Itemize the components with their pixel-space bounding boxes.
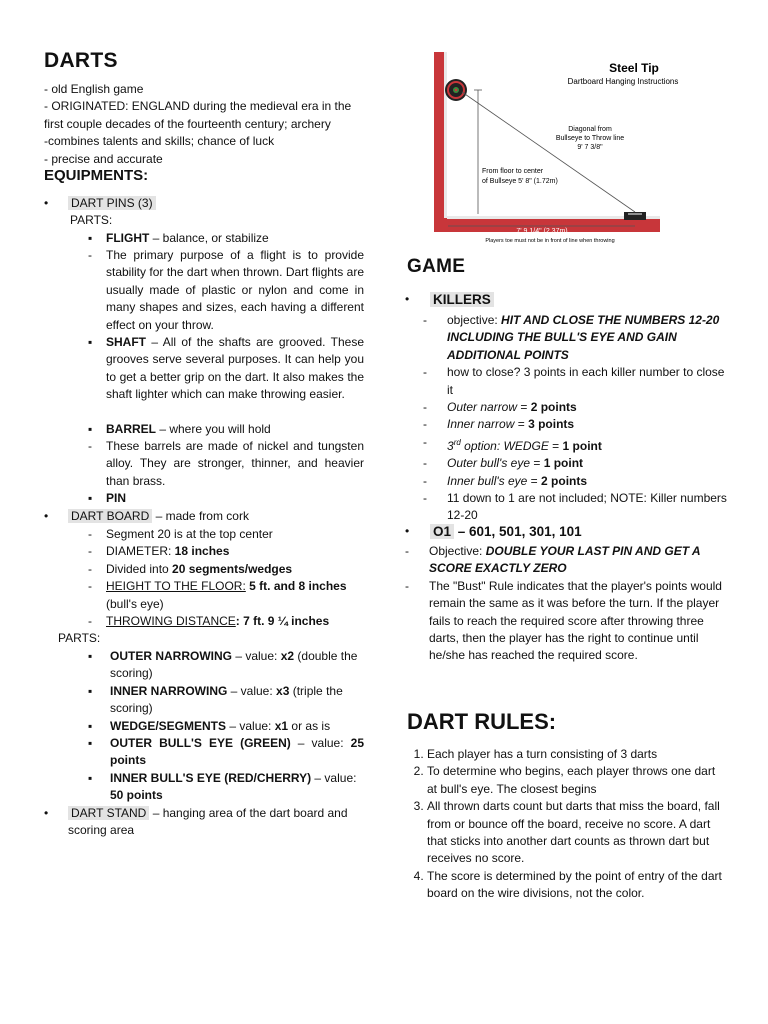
board-part-item bbox=[88, 683, 364, 718]
part-val: x1 bbox=[274, 718, 289, 733]
o1-label: O1 bbox=[430, 524, 454, 539]
floor-label-2: of Bullseye 5' 8" (1.72m) bbox=[482, 178, 558, 185]
divided-value: 20 segments/wedges bbox=[172, 561, 293, 576]
part-name: OUTER BULL'S EYE (GREEN) bbox=[110, 736, 291, 751]
killers-label: KILLERS bbox=[430, 292, 494, 307]
killers-row: - Inner bull's eye = 2 points bbox=[423, 473, 588, 488]
dart-stand-item bbox=[44, 805, 364, 840]
diameter-label: DIAMETER: bbox=[106, 544, 175, 559]
eleven-text: 11 down to 1 are not included; NOTE: Killer numbers 12-20 bbox=[447, 491, 727, 523]
part-rest: – value: bbox=[232, 649, 281, 663]
square-bullet-icon: ▪ bbox=[88, 718, 93, 733]
height-note: (bull's eye) bbox=[106, 596, 164, 611]
killers-item bbox=[405, 291, 727, 309]
divided-label: Divided into bbox=[106, 561, 173, 576]
board-detail-row: - Segment 20 is at the top center bbox=[88, 526, 364, 543]
o1-row: - The "Bust" Rule indicates that the player's points would remain the same as it was before the turn. If the player fails to reach the required score after throwing three darts, then the player has the right to continue until he/she has reached the required score. bbox=[405, 578, 722, 663]
outer-narrow-value: 2 points bbox=[530, 400, 577, 415]
board-parts-list bbox=[88, 648, 364, 805]
killers-row: - Outer narrow = 2 points bbox=[423, 400, 577, 415]
rule-item: 2. To determine who begins, each player throws one dart at bull's eye. The closest begins bbox=[427, 763, 727, 798]
square-bullet-icon: ▪ bbox=[88, 422, 93, 436]
part-val: x2 bbox=[280, 649, 295, 663]
dash-bullet: - bbox=[88, 248, 92, 262]
dart-stand-desc: – hanging area of the dart board and scoring area bbox=[68, 806, 348, 838]
o1-objective-value: DOUBLE YOUR LAST PIN AND GET A SCORE EXACTLY ZERO bbox=[429, 544, 701, 576]
part-tail: (double the scoring) bbox=[110, 649, 358, 681]
height-value: 5 ft. and 8 inches bbox=[245, 579, 347, 594]
board-details bbox=[88, 526, 364, 630]
bullet-icon: • bbox=[405, 524, 410, 538]
bullet-icon: • bbox=[44, 196, 49, 210]
diagram-note: Players toe must not be in front of line when throwing bbox=[485, 238, 615, 244]
third-sup: rd bbox=[453, 437, 461, 447]
dartboard-hanging-diagram bbox=[430, 46, 690, 246]
floor-label-1: From floor to center bbox=[482, 168, 544, 175]
rule-item: 4. The score is determined by the point of entry of the dart board on the wire divisions, not the color. bbox=[427, 868, 727, 903]
part-name: INNER NARROWING bbox=[110, 683, 228, 698]
barrel-item bbox=[88, 421, 364, 438]
part-rest: – value: bbox=[290, 736, 351, 751]
dart-pins-item bbox=[44, 195, 364, 212]
killers-row: - 11 down to 1 are not included; NOTE: Killer numbers 12-20 bbox=[423, 491, 727, 523]
square-bullet-icon: ▪ bbox=[88, 770, 93, 785]
inner-narrow-value: 3 points bbox=[528, 417, 575, 432]
killers-row: - objective: HIT AND CLOSE THE NUMBERS 12-20 INCLUDING THE BULL'S EYE AND GAIN ADDITIONAL POINTS bbox=[423, 313, 720, 362]
board-detail-row: - DIAMETER: 18 inches bbox=[88, 544, 230, 559]
parts-label-2: PARTS: bbox=[58, 631, 101, 645]
objective-label: objective: bbox=[447, 313, 502, 327]
square-bullet-icon: ▪ bbox=[88, 649, 93, 663]
third-value: 1 point bbox=[562, 438, 602, 453]
rules-list bbox=[405, 746, 727, 903]
flight-item bbox=[88, 230, 364, 247]
shaft-label: SHAFT bbox=[106, 335, 146, 349]
dart-pins-label: DART PINS (3) bbox=[68, 196, 156, 210]
board-part-item bbox=[88, 718, 364, 735]
throw-value: : 7 ft. 9 ¼ inches bbox=[235, 614, 330, 629]
o1-row: - Objective: DOUBLE YOUR LAST PIN AND GET A SCORE EXACTLY ZERO bbox=[405, 544, 701, 576]
barrel-paragraph: These barrels are made of nickel and tungsten alloy. They are stronger, thinner, and heavier than brass. bbox=[106, 439, 364, 488]
intro-line: - old English game bbox=[44, 82, 144, 96]
rule-item: 3. All thrown darts count but darts that miss the board, fall from or bounce off the board, receive no score. A dart that sticks into another dart counts as thrown dart but receives no score. bbox=[427, 798, 727, 868]
part-rest: – value: bbox=[227, 683, 277, 698]
intro-block bbox=[44, 81, 364, 168]
dart-board-label: DART BOARD bbox=[68, 509, 152, 523]
bust-paragraph: The "Bust" Rule indicates that the player's points would remain the same as it was before the turn. If the player fails to reach the required score after throwing three darts, then the player has the right to continue until he/she has reached the required score. bbox=[429, 578, 722, 663]
o1-values: – 601, 501, 301, 101 bbox=[454, 524, 582, 539]
throw-line-shape bbox=[624, 212, 646, 220]
diagonal-label-1: Diagonal from bbox=[568, 126, 612, 133]
wall-shape bbox=[434, 52, 444, 232]
outer-narrow-label: Outer narrow bbox=[447, 400, 518, 415]
flight-desc: – balance, or stabilize bbox=[149, 231, 269, 245]
part-val: 25 points bbox=[110, 736, 364, 768]
intro-text: - ORIGINATED: ENGLAND during the medieval era in the first couple decades of the fourteenth century; archery bbox=[44, 99, 352, 131]
page-title: DARTS bbox=[44, 49, 118, 72]
square-bullet-icon: ▪ bbox=[88, 736, 93, 751]
bullet-icon: • bbox=[44, 509, 49, 523]
flight-label: FLIGHT bbox=[106, 231, 150, 245]
o1-item bbox=[405, 523, 727, 541]
killers-list bbox=[423, 312, 727, 525]
board-part-item bbox=[88, 770, 364, 805]
square-bullet-icon: ▪ bbox=[88, 231, 93, 245]
square-bullet-icon: ▪ bbox=[88, 491, 93, 505]
diagonal-label-3: 9' 7 3/8" bbox=[577, 144, 603, 151]
part-val: 50 points bbox=[110, 788, 163, 803]
diagonal-label-2: Bullseye to Throw line bbox=[555, 135, 625, 142]
height-label: HEIGHT TO THE FLOOR: bbox=[106, 579, 246, 594]
part-name: WEDGE/SEGMENTS bbox=[110, 718, 227, 733]
throw-label: THROWING DISTANCE bbox=[106, 614, 236, 629]
part-rest: – value: bbox=[226, 718, 275, 733]
board-part-item bbox=[88, 735, 364, 770]
barrel-desc: – where you will hold bbox=[156, 422, 271, 436]
part-rest: – value: bbox=[311, 770, 357, 785]
board-detail-row bbox=[88, 596, 364, 613]
pin-item bbox=[88, 490, 364, 507]
part-val: x3 bbox=[276, 683, 290, 698]
part-tail: (triple the scoring) bbox=[110, 683, 343, 716]
killers-row: - Inner narrow = 3 points bbox=[423, 417, 575, 432]
inner-bull-label: Inner bull's eye bbox=[447, 473, 528, 488]
intro-line: - precise and accurate bbox=[44, 151, 163, 166]
square-bullet-icon: ▪ bbox=[88, 335, 93, 349]
part-name: INNER BULL'S EYE (RED/CHERRY) bbox=[110, 770, 312, 785]
part-tail: or as is bbox=[288, 718, 331, 733]
dart-stand-label: DART STAND bbox=[68, 806, 149, 820]
barrel-label: BARREL bbox=[106, 422, 156, 436]
dart-board-desc: – made from cork bbox=[152, 509, 249, 523]
how-close-text: how to close? 3 points in each killer number to close it bbox=[447, 365, 725, 397]
distance-label: 7' 9 1/4" (2.37m) bbox=[516, 228, 568, 235]
bullet-icon: • bbox=[405, 292, 410, 306]
killers-row: - Outer bull's eye = 1 point bbox=[423, 456, 584, 471]
shaft-desc: – All of the shafts are grooved. These grooves serve several purposes. It can help you to get a better grip on the dart. It also makes the shaft lighter which can make throwing easier. bbox=[106, 335, 364, 402]
flight-paragraph: The primary purpose of a flight is to provide stability for the dart when thrown. Dart flights are usually made of plastic or nylon and come in many shapes and sizes, each having a different effect on your throw. bbox=[106, 248, 364, 332]
killers-row: - how to close? 3 points in each killer number to close it bbox=[423, 365, 725, 397]
shaft-paragraph bbox=[106, 334, 364, 404]
dash-bullet: - bbox=[88, 439, 92, 453]
intro-line: -combines talents and skills; chance of luck bbox=[44, 134, 275, 149]
square-bullet-icon: ▪ bbox=[88, 683, 93, 698]
segment-text: Segment 20 is at the top center bbox=[106, 527, 273, 541]
objective-value: HIT AND CLOSE THE NUMBERS 12-20 INCLUDING THE BULL'S EYE AND GAIN ADDITIONAL POINTS bbox=[447, 313, 720, 362]
o1-objective-label: Objective: bbox=[429, 544, 486, 558]
pin-label: PIN bbox=[106, 491, 127, 505]
outer-bull-value: 1 point bbox=[543, 456, 584, 471]
third-rest: option: WEDGE bbox=[460, 438, 549, 453]
dart-board-item bbox=[44, 508, 364, 525]
equipments-heading: EQUIPMENTS: bbox=[44, 167, 149, 184]
diameter-value: 18 inches bbox=[174, 544, 230, 559]
diagram-title: Steel Tip bbox=[609, 61, 659, 75]
rules-heading: DART RULES: bbox=[407, 709, 557, 734]
inner-bull-value: 2 points bbox=[541, 473, 588, 488]
killers-row: - 3rd option: WEDGE = 1 point bbox=[423, 434, 602, 453]
game-heading: GAME bbox=[407, 256, 466, 277]
board-detail-row: - THROWING DISTANCE: 7 ft. 9 ¼ inches bbox=[88, 614, 330, 629]
diagram-subtitle: Dartboard Hanging Instructions bbox=[567, 77, 679, 86]
board-detail-row: - HEIGHT TO THE FLOOR: 5 ft. and 8 inches bbox=[88, 579, 347, 594]
third-option: 3 bbox=[447, 438, 454, 453]
intro-line bbox=[44, 98, 364, 133]
rule-item: 1. Each player has a turn consisting of 3 darts bbox=[427, 746, 727, 763]
board-part-item bbox=[88, 648, 364, 683]
inner-narrow-label: Inner narrow bbox=[447, 417, 515, 432]
outer-bull-label: Outer bull's eye bbox=[447, 456, 530, 471]
parts-label: PARTS: bbox=[70, 213, 113, 227]
part-name: OUTER NARROWING bbox=[110, 649, 232, 663]
board-detail-row: - Divided into 20 segments/wedges bbox=[88, 561, 293, 576]
bullet-icon: • bbox=[44, 806, 49, 820]
o1-list bbox=[405, 543, 727, 665]
